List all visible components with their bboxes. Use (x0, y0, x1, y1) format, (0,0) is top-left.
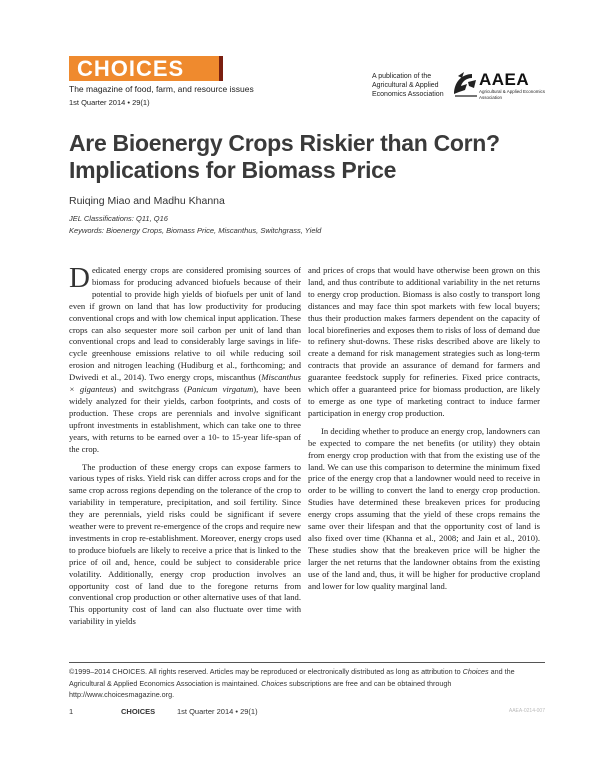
body-paragraph: The production of these energy crops can expose farmers to various types of risks. Yield risk can differ across crops and for the same crop across regions depending on the tolerance of the crop to variability in temperature, precipitation, and soil fertility. Since they are perennials, yield risks could be significant if severe weather were to prevent re-emergence of the crops and require new investments in crop re-establishment. Moreover, energy crops used to produce biofuels are likely to receive a price that is linked to the price of oil and, hence, could be subject to considerable price volatility. Additionally, energy crop production involves an opportunity cost of land due to the foregone returns from conventional crop production or other alternative uses of that land. This opportunity cost of land can also fluctuate over time with variability in yields (69, 461, 301, 627)
page-number: 1 (69, 707, 74, 716)
title-line: Implications for Biomass Price (69, 157, 397, 183)
brand-name: CHOICES (77, 55, 185, 81)
drop-cap: D (69, 262, 90, 294)
body-paragraph: Dedicated energy crops are considered promising sources of biomass for producing advanced biofuels because of their potential to provide high yields of biofuels per unit of land even if grown on land that has low productivity for producing conventional crops and with low chemical input application. These crops can also sequester more soil carbon per unit of land than conventional crops and lead to considerably large savings in life-cycle greenhouse emissions relative to oil while reducing soil erosion and nitrogen leaching (Hudiburg et al., forthcoming; and Dwivedi et al., 2014). Two energy crops, miscanthus (Miscanthus × giganteus) and switchgrass (Panicum virgatum), have been widely analyzed for their yields, carbon footprints, and costs of production. These crops are perennials and involve significant upfront investments in establishment, which can take one to three years, with returns to be earned over a 10- to 15-year life-span of the crop. (69, 262, 301, 454)
publisher-line: Agricultural & Applied (372, 82, 439, 89)
publisher-note (372, 72, 452, 99)
aaea-subtitle: Agricultural & Applied Economics Association (479, 89, 546, 100)
choices-logo (69, 56, 223, 81)
publisher-line: Economics Association (372, 91, 444, 98)
jel-classifications: JEL Classifications: Q11, Q16 (69, 214, 168, 223)
footer-divider (69, 662, 545, 663)
tagline: The magazine of food, farm, and resource issues (69, 84, 254, 94)
footer-code: AAEA-0214-007 (508, 708, 545, 714)
issue-line: 1st Quarter 2014 • 29(1) (69, 98, 150, 107)
aaea-globe-icon (450, 70, 480, 98)
copyright-notice: ©1999–2014 CHOICES. All rights reserved. Articles may be reproduced or electronically distributed as long as attribution to Choices and the Agricultural & Applied Economics Association is maintained. Choices subscriptions are free and can be obtained through http://www.choicesmagazine.org. (69, 667, 515, 700)
body-column-right (308, 265, 540, 598)
page-footer (69, 707, 545, 719)
title-line: Are Bioenergy Crops Riskier than Corn? (69, 130, 500, 156)
body-paragraph: and prices of crops that would have otherwise been grown on this land, and thus contribute to additional variability in the net returns to energy crop production. Biomass is also costly to transport long distances and may face thin spot markets with few local buyers; thus their production makes farmers dependent on the capacity of local biorefineries and exposes them to risks of loss of demand due to refinery shut-downs. These risks described above are likely to create a demand for risk management strategies such as long-term contracts that provide an assurance of demand for farmers and guarantee feedstock supply for refineries. Fixed price contracts, which offer a guaranteed price for biomass production, are likely to emerge as one type of marketing contract to induce farmer participation in energy crop production. (308, 265, 540, 418)
authors: Ruiqing Miao and Madhu Khanna (69, 195, 225, 207)
body-column-left (69, 262, 301, 634)
publisher-line: A publication of the (372, 73, 432, 80)
aaea-name: AAEA (479, 70, 530, 89)
article-title (69, 130, 539, 184)
footer-brand: CHOICES (121, 707, 156, 716)
body-paragraph: In deciding whether to produce an energy crop, landowners can be expected to compare the net benefits (or utility) they obtain from energy crop production with that from the existing use of the land. We can use this comparison to determine the minimum fixed price of the energy crop that a landowner would need to receive in order to be willing to convert the land to energy crop production. Studies have determined these breakeven prices for producing energy crops assuming that the yield of these crops remains the same over their lifespan and that the opportunity cost of land is also fixed over time (Khanna et al., 2008; and Jain et al., 2010). These studies show that the breakeven price will be higher the larger the net returns that the landowner obtains from the existing use of the land and, thus, it will be higher for productive cropland and lower for low quality marginal land. (308, 425, 540, 591)
keywords: Keywords: Bioenergy Crops, Biomass Price, Miscanthus, Switchgrass, Yield (69, 226, 322, 235)
masthead (69, 55, 546, 112)
footer-issue: 1st Quarter 2014 • 29(1) (177, 707, 258, 716)
